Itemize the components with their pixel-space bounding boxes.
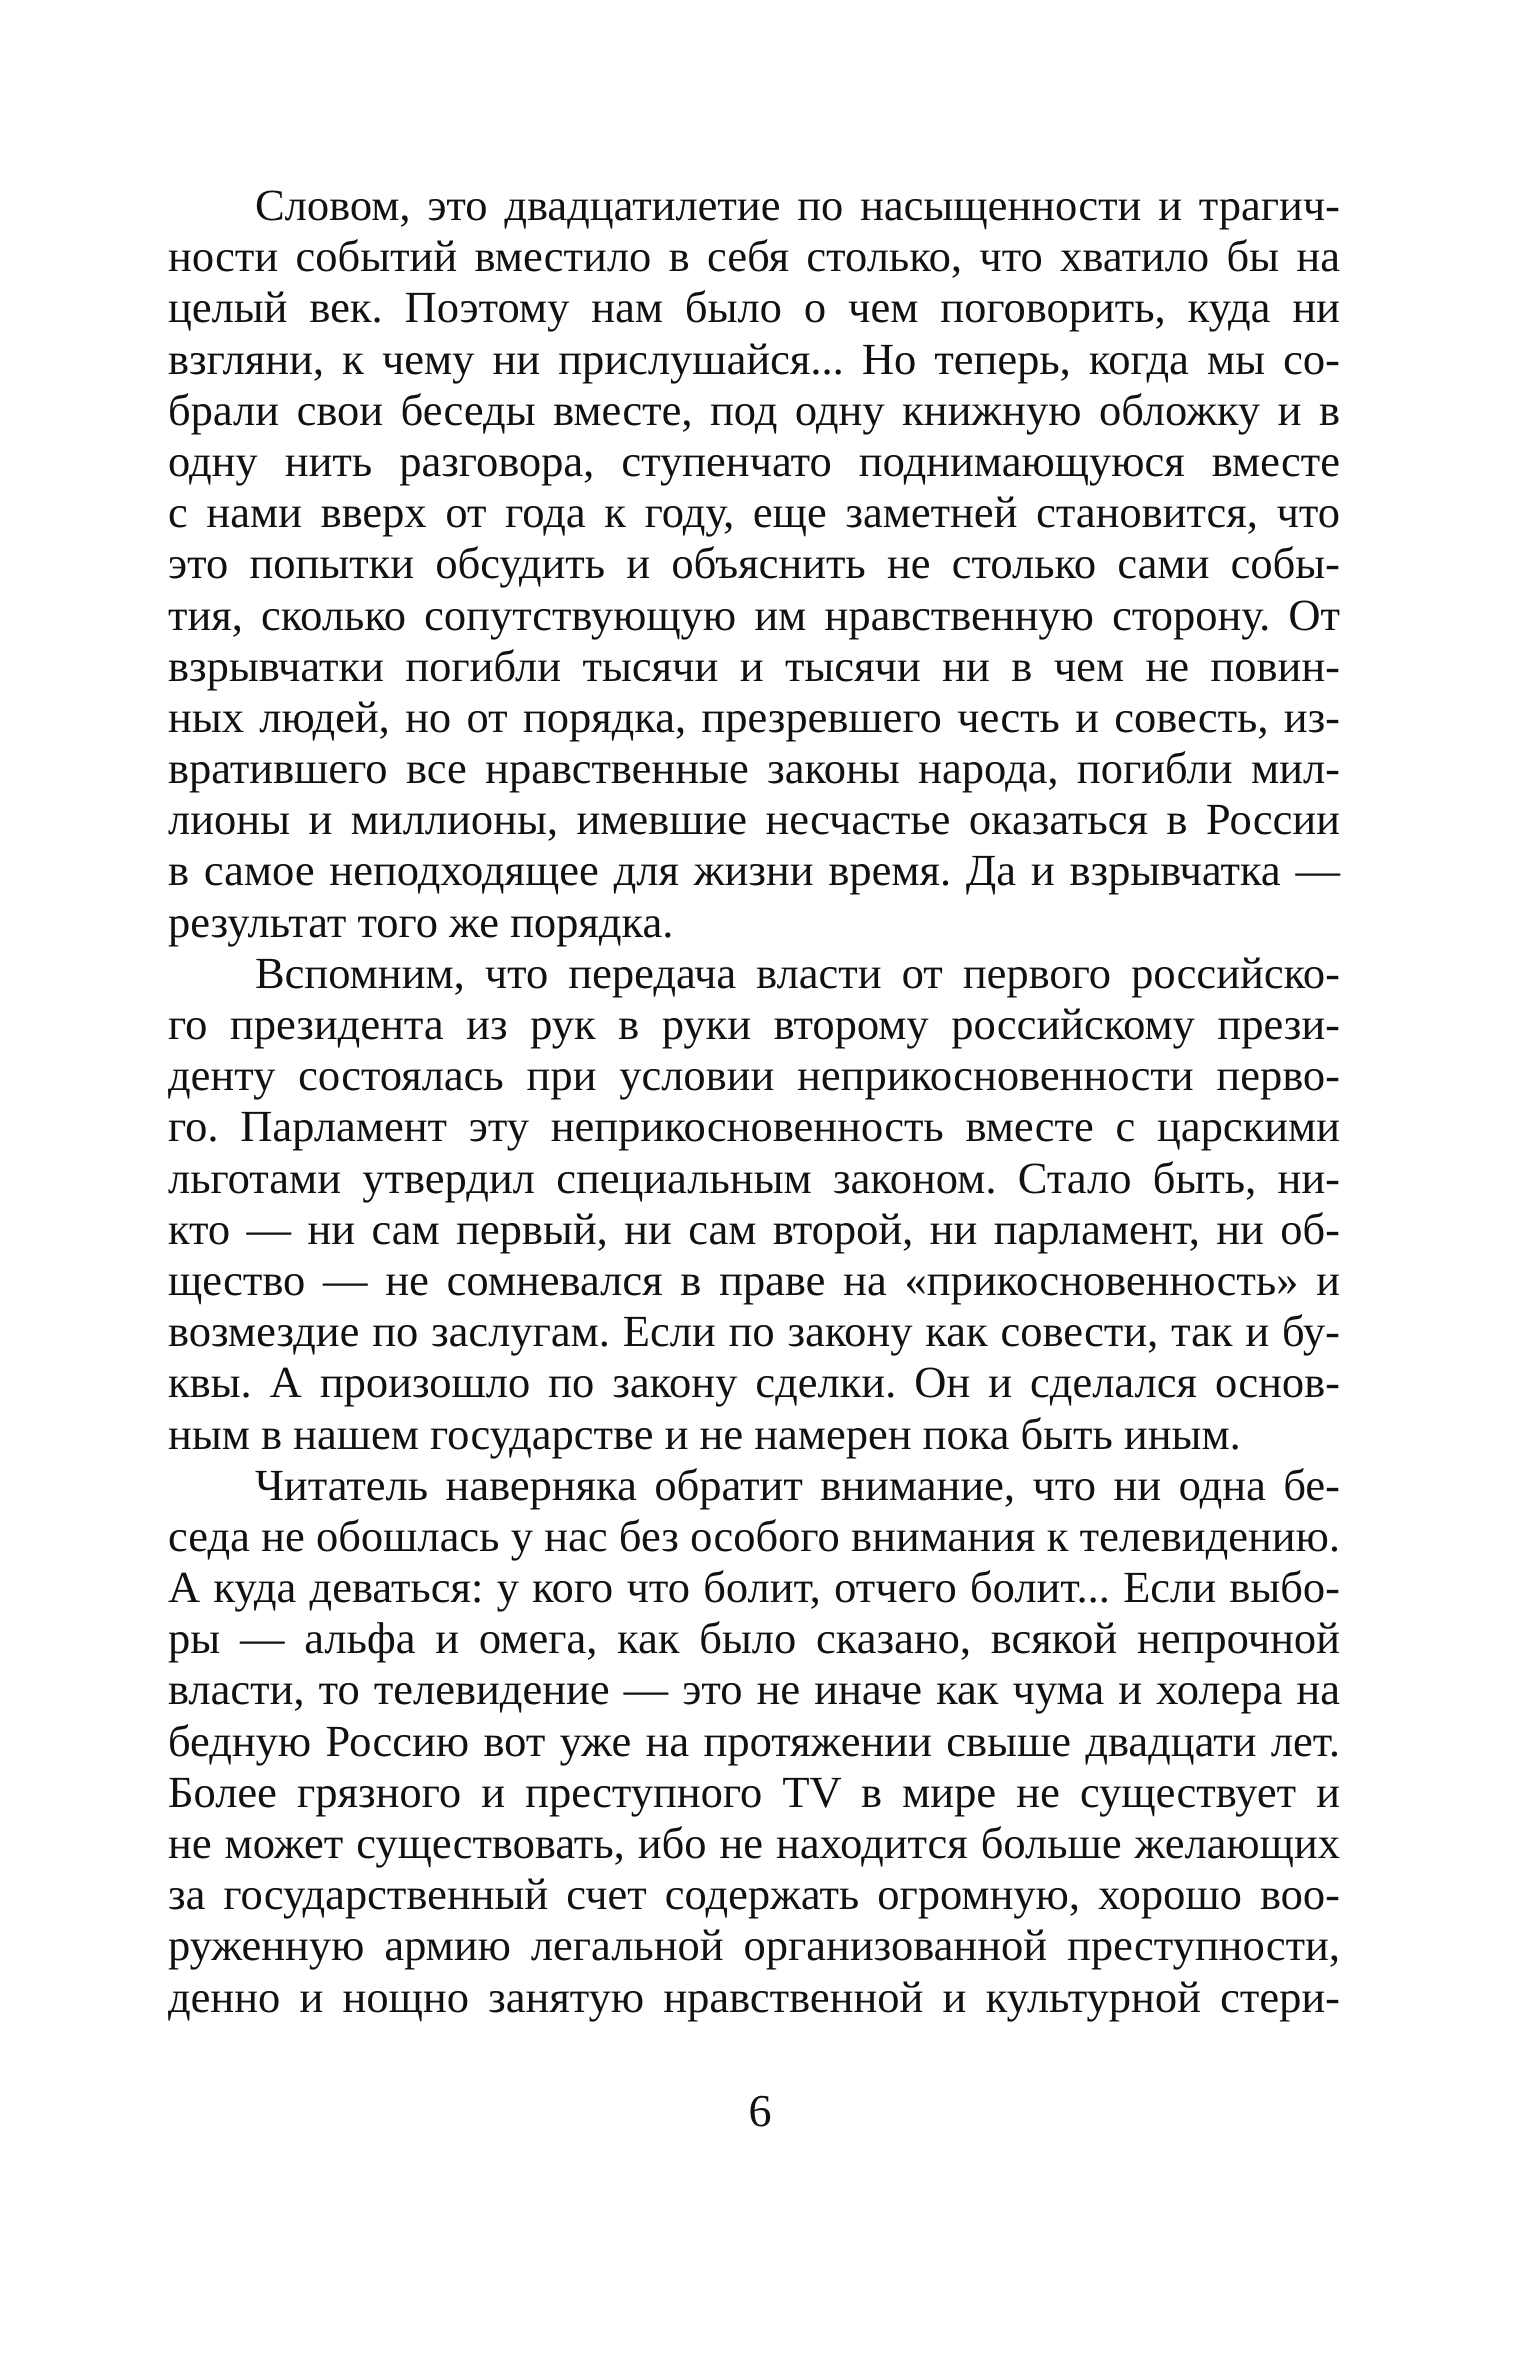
text-line: руженную армию легальной организованной преступности,	[168, 1920, 1340, 1971]
text-line: ры — альфа и омега, как было сказано, всякой непрочной	[168, 1613, 1340, 1664]
text-line: лионы и миллионы, имевшие несчастье оказаться в России	[168, 794, 1340, 845]
text-line: взрывчатки погибли тысячи и тысячи ни в чем не повин-	[168, 640, 1340, 691]
text-line: за государственный счет содержать огромную, хорошо воо-	[168, 1869, 1340, 1920]
text-line: бедную Россию вот уже на протяжении свыше двадцати лет.	[168, 1715, 1340, 1766]
text-line: льготами утвердил специальным законом. Стало быть, ни-	[168, 1152, 1340, 1203]
text-line: Читатель наверняка обратит внимание, что ни одна бе-	[255, 1459, 1340, 1510]
text-line: не может существовать, ибо не находится больше желающих	[168, 1818, 1340, 1868]
text-line: одну нить разговора, ступенчато поднимающуюся вместе	[168, 435, 1340, 486]
text-line: ных людей, но от порядка, презревшего честь и совесть, из-	[168, 691, 1340, 742]
text-line: квы. А произошло по закону сделки. Он и сделался основ-	[168, 1357, 1340, 1408]
text-line: го президента из рук в руки второму российскому прези-	[168, 999, 1340, 1049]
paragraph	[168, 1460, 1340, 2023]
text-line: тия, сколько сопутствующую им нравственную сторону. От	[168, 589, 1340, 640]
page-text	[168, 180, 1340, 2023]
text-line: щество — не сомневался в праве на «прикосновенность» и	[168, 1254, 1340, 1305]
text-line: вратившего все нравственные законы народа, погибли мил-	[168, 743, 1340, 794]
text-line: целый век. Поэтому нам было о чем поговорить, куда ни	[168, 282, 1340, 333]
text-line: возмездие по заслугам. Если по закону как совести, так и бу-	[168, 1306, 1340, 1357]
text-line: седа не обошлась у нас без особого внимания к телевидению.	[168, 1510, 1340, 1561]
text-line: брали свои беседы вместе, под одну книжную обложку и в	[168, 384, 1340, 435]
text-line: Более грязного и преступного TV в мире не существует и	[168, 1766, 1340, 1817]
text-line: го. Парламент эту неприкосновенность вместе с царскими	[168, 1101, 1340, 1152]
text-line: с нами вверх от года к году, еще заметней становится, что	[168, 487, 1340, 538]
text-line: денно и нощно занятую нравственной и культурной стери-	[168, 1971, 1340, 2022]
text-line: ности событий вместило в себя столько, что хватило бы на	[168, 231, 1340, 282]
text-line: это попытки обсудить и объяснить не столько сами собы-	[168, 538, 1340, 589]
text-line: ным в нашем государстве и не намерен пока быть иным.	[168, 1408, 1241, 1459]
text-line: кто — ни сам первый, ни сам второй, ни парламент, ни об-	[168, 1203, 1340, 1254]
text-line: денту состоялась при условии неприкосновенности перво-	[168, 1050, 1340, 1101]
text-line: А куда деваться: у кого что болит, отчего болит... Если выбо-	[168, 1562, 1340, 1613]
paragraph	[168, 180, 1340, 948]
text-line: в самое неподходящее для жизни время. Да и взрывчатка —	[168, 845, 1340, 896]
text-line: Вспомним, что передача власти от первого российско-	[255, 947, 1340, 998]
text-line: результат того же порядка.	[168, 896, 674, 947]
text-line: власти, то телевидение — это не иначе как чума и холера на	[168, 1664, 1340, 1715]
paragraph	[168, 948, 1340, 1460]
text-line: Словом, это двадцатилетие по насыщенности и трагич-	[255, 180, 1340, 230]
page-number: 6	[748, 2085, 772, 2136]
text-line: взгляни, к чему ни прислушайся... Но теперь, когда мы со-	[168, 333, 1340, 384]
